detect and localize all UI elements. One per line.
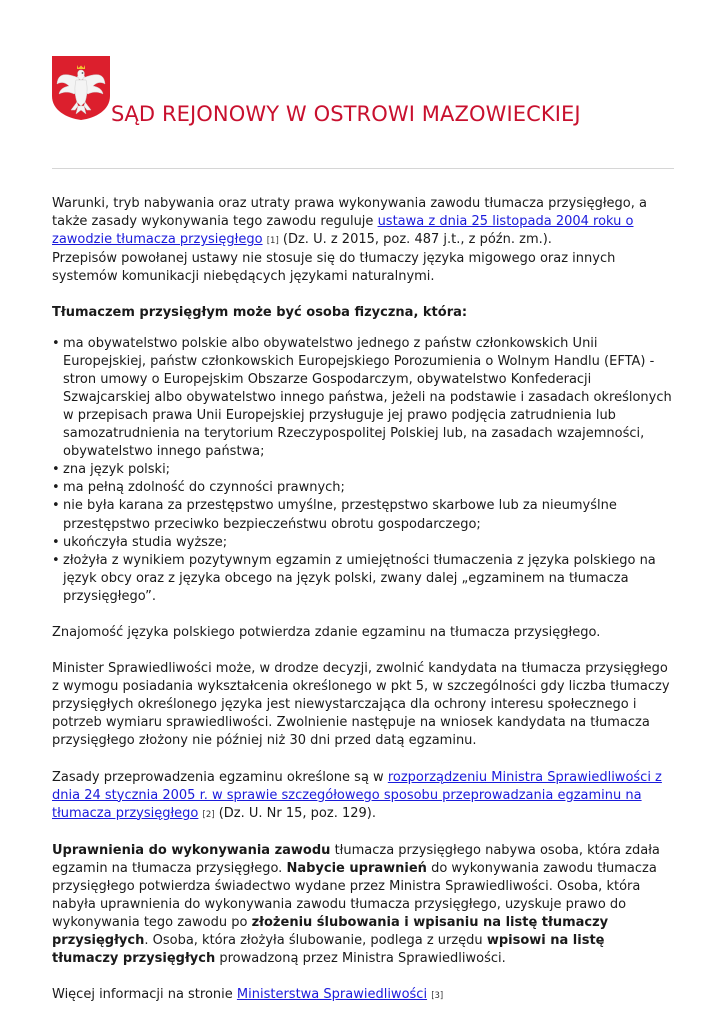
header-divider [52, 168, 674, 169]
exam-text: Zasady przeprowadzenia egzaminu określone są w [52, 769, 388, 785]
rights-text-1: tłumacza przysięgłego nabywa osoba, która zdała egzamin na tłumacza przysięgłego. [52, 842, 660, 876]
exam-paragraph [52, 769, 674, 824]
bullet-icon: • [52, 534, 60, 550]
regulation-link[interactable]: rozporządzeniu Ministra Sprawiedliwości z dnia 24 stycznia 2005 r. w sprawie szczegółowego sposobu przeprowadzania egzaminu na tłumacza przysięgłego [52, 769, 662, 821]
list-item-text: ma obywatelstwo polskie albo obywatelstwo jednego z państw członkowskich Unii Europejskiej, państw członkowskich Europejskiego Porozumienia o Wolnym Handlu (EFTA) - stron umowy o Europejskim Obszarze Gospodarczym, obywatelstwo Konfederacji Szwajcarskiej albo obywatelstwo innego państwa, jeżeli na podstawie i zasadach określonych w przepisach prawa Unii Europejskiej przysługuje jej prawo podjęcia zatrudnienia lub samozatrudnienia na terytorium Rzeczypospolitej Polskiej lub, na zasadach wzajemności, obywatelstwo innego państwa; [63, 335, 672, 460]
bullet-icon: • [52, 552, 60, 568]
more-info-paragraph [52, 986, 674, 1005]
intro-citation: (Dz. U. z 2015, poz. 487 j.t., z późn. zm.). [278, 232, 552, 248]
requirements-heading-text: Tłumaczem przysięgłym może być osoba fizyczna, która: [52, 305, 468, 321]
rights-bold-2: Nabycie uprawnień [286, 860, 427, 876]
ministry-link[interactable]: Ministerstwa Sprawiedliwości [236, 987, 428, 1003]
bullet-icon: • [52, 480, 60, 496]
rights-text-3: . Osoba, która złożyła ślubowanie, podlega z urzędu [144, 933, 487, 949]
polish-language-note: Znajomość języka polskiego potwierdza zdanie egzaminu na tłumacza przysięgłego. [52, 624, 601, 640]
reference-2: [2] [202, 809, 215, 820]
rights-text-4: prowadzoną przez Ministra Sprawiedliwości. [215, 951, 506, 967]
list-item [52, 552, 674, 606]
list-item [52, 479, 674, 497]
intro-exclusion: Przepisów powołanej ustawy nie stosuje się do tłumaczy języka migowego oraz innych systemów komunikacji niebędących językami naturalnymi. [52, 251, 616, 285]
list-item-text: złożyła z wynikiem pozytywnym egzamin z umiejętności tłumaczenia z języka polskiego na język obcy oraz z języka obcego na język polski, zwany dalej „egzaminem na tłumacza przysięgłego”. [63, 552, 656, 604]
intro-paragraph [52, 195, 674, 286]
reference-1: [1] [266, 236, 279, 247]
list-item-text: zna język polski; [63, 462, 171, 478]
rights-bold-4: wpisowi na listę tłumaczy przysięgłych [52, 933, 605, 967]
reference-3: [3] [431, 991, 444, 1002]
bullet-icon: • [52, 462, 60, 478]
rights-paragraph [52, 842, 674, 969]
list-item [52, 461, 674, 479]
intro-text: Warunki, tryb nabywania oraz utraty prawa wykonywania zawodu tłumacza przysięgłego, a także zasady wykonywania tego zawodu reguluje [52, 196, 647, 230]
article-body [52, 195, 674, 1006]
list-item [52, 335, 674, 462]
list-item-text: ma pełną zdolność do czynności prawnych; [63, 480, 345, 496]
bullet-icon: • [52, 335, 60, 351]
court-title: SĄD REJONOWY W OSTROWI MAZOWIECKIEJ [111, 102, 581, 126]
list-item [52, 534, 674, 552]
rights-bold-3: złożeniu ślubowania i wpisaniu na listę tłumaczy przysięgłych [52, 915, 609, 949]
requirements-heading [52, 304, 674, 322]
polish-emblem-icon [52, 56, 110, 120]
minister-exemption-paragraph: Minister Sprawiedliwości może, w drodze decyzji, zwolnić kandydata na tłumacza przysięgłego z wymogu posiadania wykształcenia określonego w pkt 5, w szczególności gdy liczba tłumaczy przysięgłych określonego języka jest niewystarczająca dla ochrony interesu społecznego i potrzeb wymiaru sprawiedliwości. Zwolnienie następuje na wniosek kandydata na tłumacza przysięgłego złożony nie później niż 30 dni przed datą egzaminu. [52, 661, 670, 749]
exam-citation: (Dz. U. Nr 15, poz. 129). [214, 805, 376, 821]
statute-link[interactable]: ustawa z dnia 25 listopada 2004 roku o zawodzie tłumacza przysięgłego [52, 214, 634, 248]
rights-bold-1: Uprawnienia do wykonywania zawodu [52, 842, 331, 858]
more-info-text: Więcej informacji na stronie [52, 987, 237, 1003]
bullet-icon: • [52, 498, 60, 514]
requirements-list [52, 335, 674, 606]
list-item [52, 497, 674, 533]
rights-text-2: do wykonywania zawodu tłumacza przysięgłego potwierdza świadectwo wydane przez Ministra Sprawiedliwości. Osoba, która nabyła uprawnienia do wykonywania zawodu tłumacza przysięgłego, uzyskuje prawo do wykonywania tego zawodu po [52, 860, 657, 931]
list-item-text: nie była karana za przestępstwo umyślne, przestępstwo skarbowe lub za nieumyślne przestępstwo przeciwko bezpieczeństwu obrotu gospodarczego; [63, 498, 617, 532]
list-item-text: ukończyła studia wyższe; [63, 534, 228, 550]
